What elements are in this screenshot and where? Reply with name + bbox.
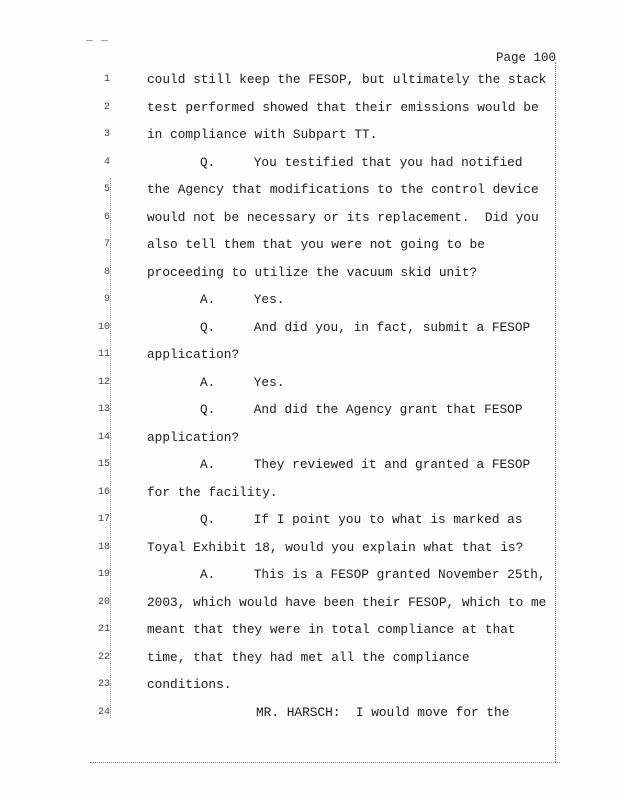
transcript-line [0, 180, 560, 200]
line-number: 3 [103, 129, 110, 140]
line-text: proceeding to utilize the vacuum skid unit? [147, 264, 478, 280]
line-text: A. They reviewed it and granted a FESOP [200, 457, 531, 472]
transcript-line [0, 620, 560, 640]
transcript-line [0, 125, 560, 145]
line-text: Q. And did the Agency grant that FESOP [200, 402, 523, 417]
line-text: Q. And did you, in fact, submit a FESOP [200, 319, 531, 335]
line-text: 2003, which would have been their FESOP, which to me [147, 594, 547, 610]
line-text: application? [147, 347, 240, 362]
line-text: would not be necessary or its replacement. Did you [147, 209, 539, 225]
transcript-line [0, 263, 560, 283]
transcript-line [0, 593, 560, 613]
line-number: 8 [103, 266, 110, 278]
line-number: 2 [103, 101, 110, 113]
line-number: 10 [97, 321, 110, 333]
line-number: 16 [97, 486, 110, 498]
line-text: time, that they had met all the compliance [147, 649, 470, 665]
line-number: 24 [97, 706, 110, 718]
transcript-line [0, 648, 560, 668]
line-number: 7 [103, 239, 110, 250]
line-text: the Agency that modifications to the control device [147, 182, 539, 197]
line-text: A. Yes. [200, 374, 285, 390]
line-number: 13 [97, 404, 110, 415]
line-text: Q. You testified that you had notified [200, 154, 523, 170]
line-text: A. Yes. [200, 292, 285, 307]
line-text: could still keep the FESOP, but ultimately the stack [147, 72, 547, 87]
transcript-line [0, 675, 560, 695]
line-text: Toyal Exhibit 18, would you explain what that is? [147, 539, 524, 555]
transcript-line [0, 373, 560, 393]
transcript-line [0, 428, 560, 448]
line-text: MR. HARSCH: I would move for the [256, 704, 510, 720]
line-number: 9 [103, 294, 110, 305]
corner-mark: _ _ [86, 32, 109, 44]
transcript-line [0, 400, 560, 420]
line-text: for the facility. [147, 484, 278, 500]
transcript-line [0, 70, 560, 90]
line-text: in compliance with Subpart TT. [147, 127, 378, 142]
transcript-line [0, 565, 560, 585]
transcript-line [0, 483, 560, 503]
line-text: test performed showed that their emissions would be [147, 99, 539, 115]
line-text: meant that they were in total compliance at that [147, 622, 516, 637]
transcript-line [0, 208, 560, 228]
line-number: 5 [103, 184, 110, 195]
transcript-line [0, 318, 560, 338]
line-number: 11 [97, 349, 110, 360]
line-number: 17 [97, 514, 110, 525]
line-text: Q. If I point you to what is marked as [200, 512, 523, 527]
line-number: 15 [97, 459, 110, 470]
transcript-line [0, 345, 560, 365]
transcript-line [0, 538, 560, 558]
transcript-line [0, 153, 560, 173]
transcript-line [0, 290, 560, 310]
transcript-line [0, 235, 560, 255]
line-number: 19 [97, 569, 110, 580]
transcript-line [0, 455, 560, 475]
line-number: 23 [97, 679, 110, 690]
line-text: conditions. [147, 677, 232, 692]
line-number: 21 [97, 624, 110, 635]
transcript-line [0, 703, 560, 723]
line-number: 18 [97, 541, 110, 553]
line-number: 20 [97, 596, 110, 608]
transcript-line [0, 98, 560, 118]
line-number: 14 [97, 431, 110, 443]
line-number: 4 [103, 156, 110, 168]
page-number: Page 100 [496, 51, 557, 65]
transcript-line [0, 510, 560, 530]
line-text: also tell them that you were not going to be [147, 237, 485, 252]
line-text: application? [147, 429, 240, 445]
line-number: 12 [97, 376, 110, 388]
bottom-rule [90, 762, 560, 764]
line-number: 1 [103, 74, 110, 85]
line-number: 6 [103, 211, 110, 223]
line-text: A. This is a FESOP granted November 25th, [200, 567, 546, 582]
line-number: 22 [97, 651, 110, 663]
